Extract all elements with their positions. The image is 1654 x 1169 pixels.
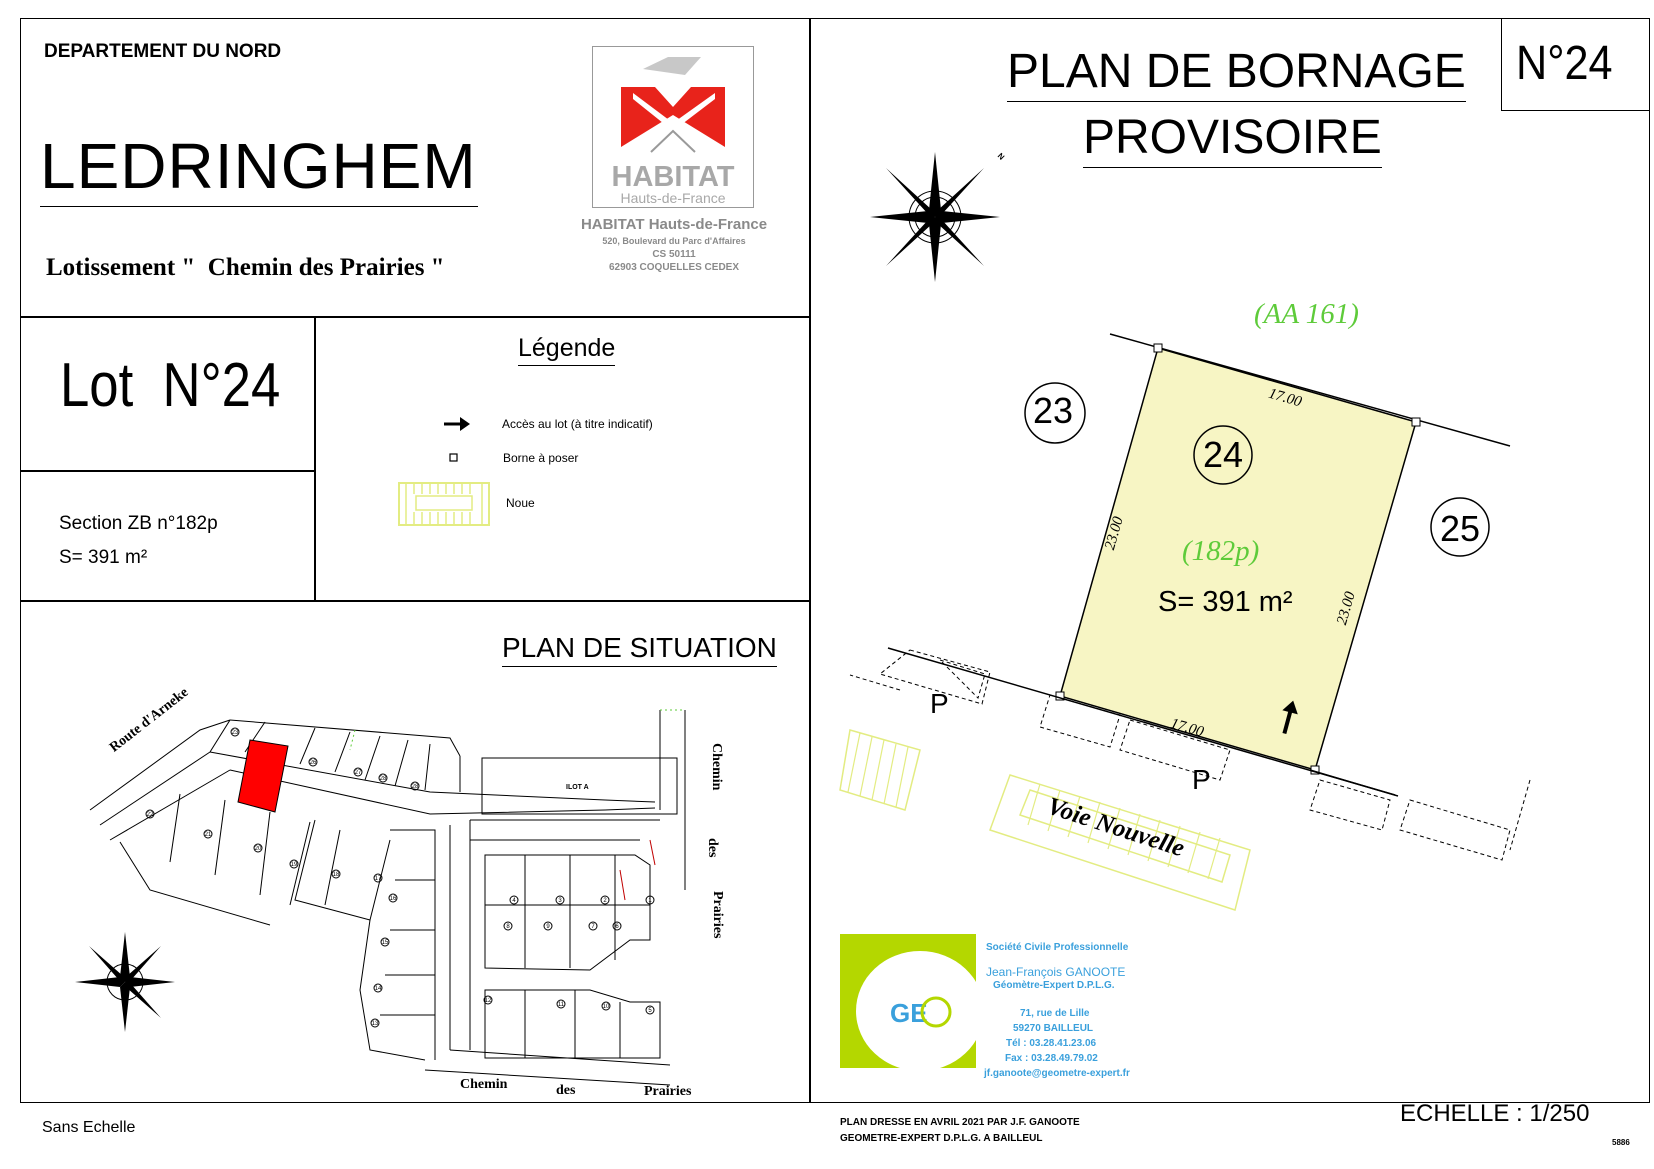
parcel-ref-lot: (182p) <box>1182 535 1260 567</box>
surveyor-fax: Fax : 03.28.49.79.02 <box>1005 1053 1098 1064</box>
road-label: Voie Nouvelle <box>1043 792 1188 863</box>
lot-section: Section ZB n°182p <box>59 513 218 534</box>
situation-scale-note: Sans Echelle <box>42 1119 136 1136</box>
svg-text:1: 1 <box>648 898 652 904</box>
client-address-3: 62903 COQUELLES CEDEX <box>608 262 740 273</box>
situation-chemin-b-3: Prairies <box>644 1084 692 1099</box>
drawn-by-1: PLAN DRESSE EN AVRIL 2021 PAR J.F. GANOOTE <box>840 1117 1080 1128</box>
situation-road-label: Route d'Arneke <box>107 685 192 756</box>
svg-text:22: 22 <box>146 812 154 818</box>
parking-label-2: P <box>1192 764 1211 795</box>
svg-text:8: 8 <box>506 924 510 930</box>
svg-text:14: 14 <box>374 986 382 992</box>
surveyor-name: Jean-François GANOOTE <box>986 965 1126 979</box>
svg-text:27: 27 <box>354 770 362 776</box>
surveyor-logo <box>840 934 976 1068</box>
svg-text:7: 7 <box>591 924 595 930</box>
plan-ref-number: 5886 <box>1612 1138 1630 1147</box>
drawn-by-2: GEOMETRE-EXPERT D.P.L.G. A BAILLEUL <box>840 1133 1043 1144</box>
plan-title: PLAN DE BORNAGE <box>1007 44 1466 102</box>
department-label: DEPARTEMENT DU NORD <box>44 41 282 62</box>
divider-header <box>20 316 810 318</box>
svg-text:2: 2 <box>603 898 607 904</box>
svg-text:17: 17 <box>374 876 382 882</box>
surveyor-logo-icon <box>840 934 976 1068</box>
svg-text:26: 26 <box>309 760 317 766</box>
divider-lot-section <box>20 470 315 472</box>
svg-text:GE: GE <box>890 998 928 1028</box>
svg-text:23: 23 <box>231 730 239 736</box>
legend-item-label: Noue <box>506 496 535 510</box>
situation-chemin-v-2: des <box>705 838 720 858</box>
parcel-ref-top: (AA 161) <box>1254 298 1359 330</box>
svg-text:16: 16 <box>389 896 397 902</box>
situation-chemin-b-2: des <box>556 1083 576 1098</box>
svg-text:28: 28 <box>379 776 387 782</box>
neighbor-lot-24: 24 <box>1203 434 1244 475</box>
habitat-logo <box>592 46 754 208</box>
svg-text:12: 12 <box>484 998 492 1004</box>
svg-text:6: 6 <box>615 924 619 930</box>
surveyor-company: Société Civile Professionnelle <box>986 942 1129 953</box>
legend-item-label: Accès au lot (à titre indicatif) <box>502 417 653 431</box>
svg-text:19: 19 <box>290 862 298 868</box>
dimension-bottom: 17.00 <box>1168 715 1206 741</box>
divider-situation <box>20 600 810 602</box>
lot-title: Lot N°24 <box>60 351 281 420</box>
svg-text:18: 18 <box>332 872 340 878</box>
situation-chemin-v-3: Prairies <box>710 891 725 939</box>
plan-scale: ECHELLE : 1/250 <box>1400 1100 1590 1127</box>
lot-surface: S= 391 m² <box>59 547 148 568</box>
client-address-1: 520, Boulevard du Parc d'Affaires <box>602 236 746 246</box>
surveyor-street: 71, rue de Lille <box>1020 1008 1090 1019</box>
client-address-2: CS 50111 <box>652 249 696 260</box>
svg-text:13: 13 <box>371 1021 379 1027</box>
svg-text:11: 11 <box>557 1002 565 1008</box>
plan-surface: S= 391 m² <box>1158 586 1293 618</box>
legend-item-label: Borne à poser <box>503 451 579 465</box>
plan-number: N°24 <box>1516 37 1613 90</box>
boundary-marker-icon <box>448 452 460 464</box>
noue-hatch-icon <box>398 482 490 526</box>
situation-ilot-label: ILOT A <box>566 784 589 791</box>
divider-lot-legend <box>314 316 316 601</box>
legend-title: Légende <box>518 334 615 366</box>
svg-text:15: 15 <box>381 940 389 946</box>
compass-rose-small-icon <box>75 932 175 1032</box>
surveyor-phone: Tél : 03.28.41.23.06 <box>1006 1038 1097 1049</box>
parking-label-1: P <box>930 688 949 719</box>
lotissement-label: Lotissement " Chemin des Prairies " <box>46 254 445 281</box>
situation-chemin-b-1: Chemin <box>460 1077 508 1092</box>
commune-title: LEDRINGHEM <box>40 128 478 207</box>
situation-chemin-v-1: Chemin <box>709 743 724 791</box>
client-name: HABITAT Hauts-de-France <box>580 216 768 233</box>
surveyor-title: Géomètre-Expert D.P.L.G. <box>993 980 1115 991</box>
situation-title: PLAN DE SITUATION <box>502 632 777 667</box>
neighbor-lot-25: 25 <box>1440 508 1481 549</box>
arrow-right-icon <box>442 414 472 434</box>
surveyor-email[interactable]: jf.ganoote@geometre-expert.fr <box>984 1068 1130 1079</box>
svg-text:28: 28 <box>411 784 419 790</box>
situation-map <box>30 690 790 1100</box>
svg-text:5: 5 <box>648 1008 652 1014</box>
dimension-right: 23.00 <box>1334 589 1359 627</box>
svg-text:10: 10 <box>602 1004 610 1010</box>
svg-text:21: 21 <box>204 832 212 838</box>
svg-text:9: 9 <box>546 924 550 930</box>
dimension-top: 17.00 <box>1266 385 1304 411</box>
neighbor-lot-23: 23 <box>1033 390 1074 431</box>
north-label: N <box>995 151 1007 162</box>
logo-word: HABITAT <box>611 161 735 193</box>
logo-sub: Hauts-de-France <box>620 190 726 206</box>
svg-text:20: 20 <box>254 846 262 852</box>
compass-rose-large-icon <box>870 152 1000 282</box>
dimension-left: 23.00 <box>1102 514 1127 552</box>
svg-text:4: 4 <box>512 898 516 904</box>
svg-text:3: 3 <box>558 898 562 904</box>
surveyor-city: 59270 BAILLEUL <box>1013 1023 1094 1034</box>
plan-subtitle: PROVISOIRE <box>1083 110 1382 168</box>
